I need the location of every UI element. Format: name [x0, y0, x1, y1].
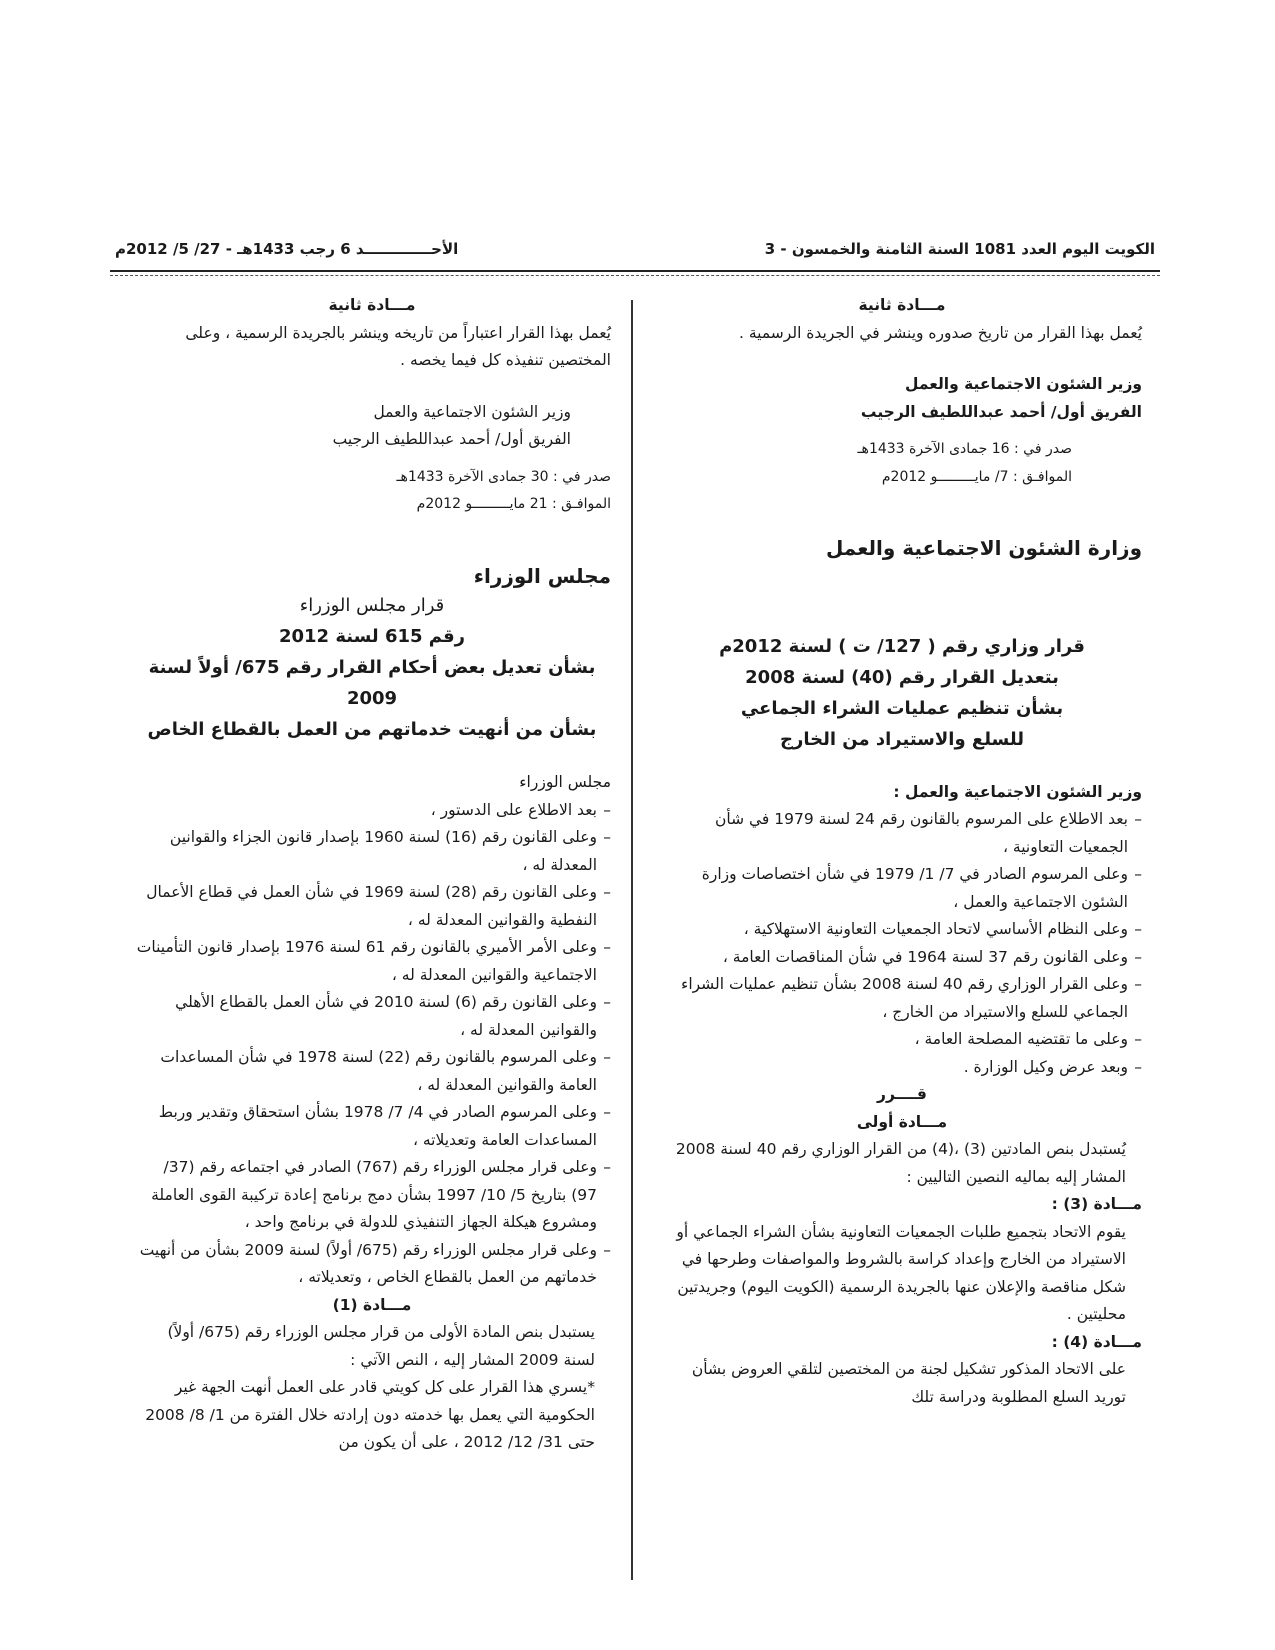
decision-title-line: قرار مجلس الوزراء: [299, 595, 445, 616]
decision-title-line: رقم 615 لسنة 2012: [278, 626, 466, 647]
decision-title-line: بشأن تنظيم عمليات الشراء الجماعي: [740, 697, 1064, 719]
preamble-heading: وزير الشئون الاجتماعية والعمل :: [893, 782, 1142, 801]
article-text: يُستبدل بنص المادتين (3) ،(4) من القرار الوزاري رقم 40 لسنة 2008 المشار إليه بماليه النصين التاليين :: [675, 1140, 1126, 1186]
corresponding-date: الموافـق : 7/ مايـــــــــو 2012م: [881, 468, 1072, 485]
council-heading: مجلس الوزراء: [473, 563, 611, 588]
preamble-item: – وعلى قرار مجلس الوزراء رقم (767) الصادر في اجتماعه رقم (37/ 97) بتاريخ 5/ 10/ 1997 بشأن دمج برنامج إعادة تركيبة القوى العاملة ومشروع هيكلة الجهاز التنفيذي للدولة في برنامج واحد ،: [151, 1158, 611, 1231]
decision-title-line: قرار وزاري رقم ( 127/ ت ) لسنة 2012م: [719, 635, 1085, 657]
preamble-item: – وعلى الأمر الأميري بالقانون رقم 61 لسنة 1976 بإصدار قانون التأمينات الاجتماعية والقوانين المعدلة له ،: [136, 938, 611, 984]
article-title: مـــادة ثانية: [328, 296, 416, 314]
preamble-item: – وعلى القرار الوزاري رقم 40 لسنة 2008 بشأن تنظيم عمليات الشراء الجماعي للسلع والاستيراد من الخارج ،: [681, 975, 1142, 1021]
decision-title-line: بشأن تعديل بعض أحكام القرار رقم 675/ أولاً لسنة 2009: [148, 657, 596, 709]
header-date: الأحـــــــــــــد 6 رجب 1433هـ - 27/ 5/ 2012م: [115, 240, 459, 258]
preamble-heading: مجلس الوزراء: [519, 773, 611, 791]
preamble-item: – وعلى قرار مجلس الوزراء رقم (675/ أولاً) لسنة 2009 بشأن من أنهيت خدماتهم من العمل بالقطاع الخاص ، وتعديلاته ،: [139, 1240, 611, 1286]
article-text: يُعمل بهذا القرار من تاريخ صدوره وينشر في الجريدة الرسمية .: [739, 323, 1142, 342]
article-title: مـــادة ثانية: [858, 296, 946, 314]
decision-title-line: للسلع والاستيراد من الخارج: [780, 728, 1024, 750]
preamble-item: – وعلى القانون رقم (6) لسنة 2010 في شأن العمل بالقطاع الأهلي والقوانين المعدلة له ،: [175, 993, 611, 1039]
article-label: مـــادة (3) :: [1051, 1195, 1142, 1213]
column-divider: [631, 300, 633, 1580]
decision-title-line: بشأن من أنهيت خدماتهم من العمل بالقطاع الخاص: [147, 719, 597, 740]
issued-date: صدر في : 30 جمادى الآخرة 1433هـ: [396, 468, 611, 485]
decision-title-line: بتعديل القرار رقم (40) لسنة 2008: [745, 666, 1059, 688]
page-header: [115, 238, 1155, 264]
preamble-item: – وعلى القانون رقم 37 لسنة 1964 في شأن المناقصات العامة ،: [722, 947, 1142, 966]
quoted-text: *يسري هذا القرار على كل كويتي قادر على العمل أنهت الجهة غير الحكومية التي يعمل بها خدمته دون إرادته خلال الفترة من 1/ 8/ 2008 حتى 31/ 12/ 2012 ، على أن يكون من: [145, 1378, 595, 1451]
decided-heading: قــــرر: [877, 1085, 927, 1103]
preamble-item: – وعلى القانون رقم (28) لسنة 1969 في شأن العمل في قطاع الأعمال النفطية والقوانين المعدلة له ،: [146, 883, 611, 929]
article-text: يُعمل بهذا القرار اعتباراً من تاريخه وينشر بالجريدة الرسمية ، وعلى المختصين تنفيذه كل فيما يخصه .: [185, 323, 611, 369]
right-column: [662, 292, 1142, 1411]
article-text: يقوم الاتحاد بتجميع طلبات الجمعيات التعاونية بشأن الشراء الجماعي أو الاستيراد من الخارج وإعداد كراسة بالشروط والمواصفات وطرحها في شكل مناقصة والإعلان عنها بالجريدة الرسمية (الكويت اليوم) وجريدتين محليتين .: [676, 1222, 1126, 1323]
header-rule: [110, 270, 1160, 276]
issued-date: صدر في : 16 جمادى الآخرة 1433هـ: [857, 441, 1072, 457]
ministry-heading: وزارة الشئون الاجتماعية والعمل: [825, 536, 1142, 560]
minister-name: الفريق أول/ أحمد عبداللطيف الرجيب: [332, 430, 571, 448]
article-label: مـــادة (4) :: [1051, 1332, 1142, 1351]
preamble-item: – بعد الاطلاع على المرسوم بالقانون رقم 24 لسنة 1979 في شأن الجمعيات التعاونية ،: [714, 810, 1142, 856]
preamble-item: – وعلى القانون رقم (16) لسنة 1960 بإصدار قانون الجزاء والقوانين المعدلة له ،: [169, 828, 611, 874]
preamble-item: – وعلى النظام الأساسي لاتحاد الجمعيات التعاونية الاستهلاكية ،: [743, 920, 1142, 938]
preamble-item: – وبعد عرض وكيل الوزارة .: [963, 1057, 1142, 1076]
minister-name: الفريق أول/ أحمد عبداللطيف الرجيب: [860, 402, 1142, 421]
header-issue-info: الكويت اليوم العدد 1081 السنة الثامنة والخمسون - 3: [764, 240, 1155, 258]
minister-title: وزير الشئون الاجتماعية والعمل: [904, 375, 1142, 393]
preamble-item: – وعلى المرسوم الصادر في 4/ 7/ 1978 بشأن استحقاق وتقدير وربط المساعدات العامة وتعديلاته ،: [158, 1103, 611, 1149]
minister-title: وزير الشئون الاجتماعية والعمل: [373, 402, 571, 421]
decision-title: [133, 590, 611, 745]
preamble-item: – وعلى ما تقتضيه المصلحة العامة ،: [914, 1030, 1142, 1048]
preamble-item: – وعلى المرسوم الصادر في 7/ 1/ 1979 في شأن اختصاصات وزارة الشئون الاجتماعية والعمل ،: [701, 865, 1142, 911]
decision-title: [662, 631, 1142, 755]
preamble-item: – وعلى المرسوم بالقانون رقم (22) لسنة 1978 في شأن المساعدات العامة والقوانين المعدلة له ،: [160, 1048, 611, 1094]
article-text: يستبدل بنص المادة الأولى من قرار مجلس الوزراء رقم (675/ أولاً) لسنة 2009 المشار إليه ، النص الآتي :: [167, 1323, 595, 1369]
article-title: مـــادة (1): [332, 1295, 412, 1314]
corresponding-date: الموافـق : 21 مايـــــــــو 2012م: [416, 496, 611, 512]
left-column: [133, 292, 611, 1457]
article-title: مـــادة أولى: [856, 1112, 948, 1131]
preamble-item: – بعد الاطلاع على الدستور ،: [430, 800, 611, 819]
article-text: على الاتحاد المذكور تشكيل لجنة من المختصين لتلقي العروض بشأن توريد السلع المطلوبة ودراسة تلك: [691, 1360, 1126, 1406]
